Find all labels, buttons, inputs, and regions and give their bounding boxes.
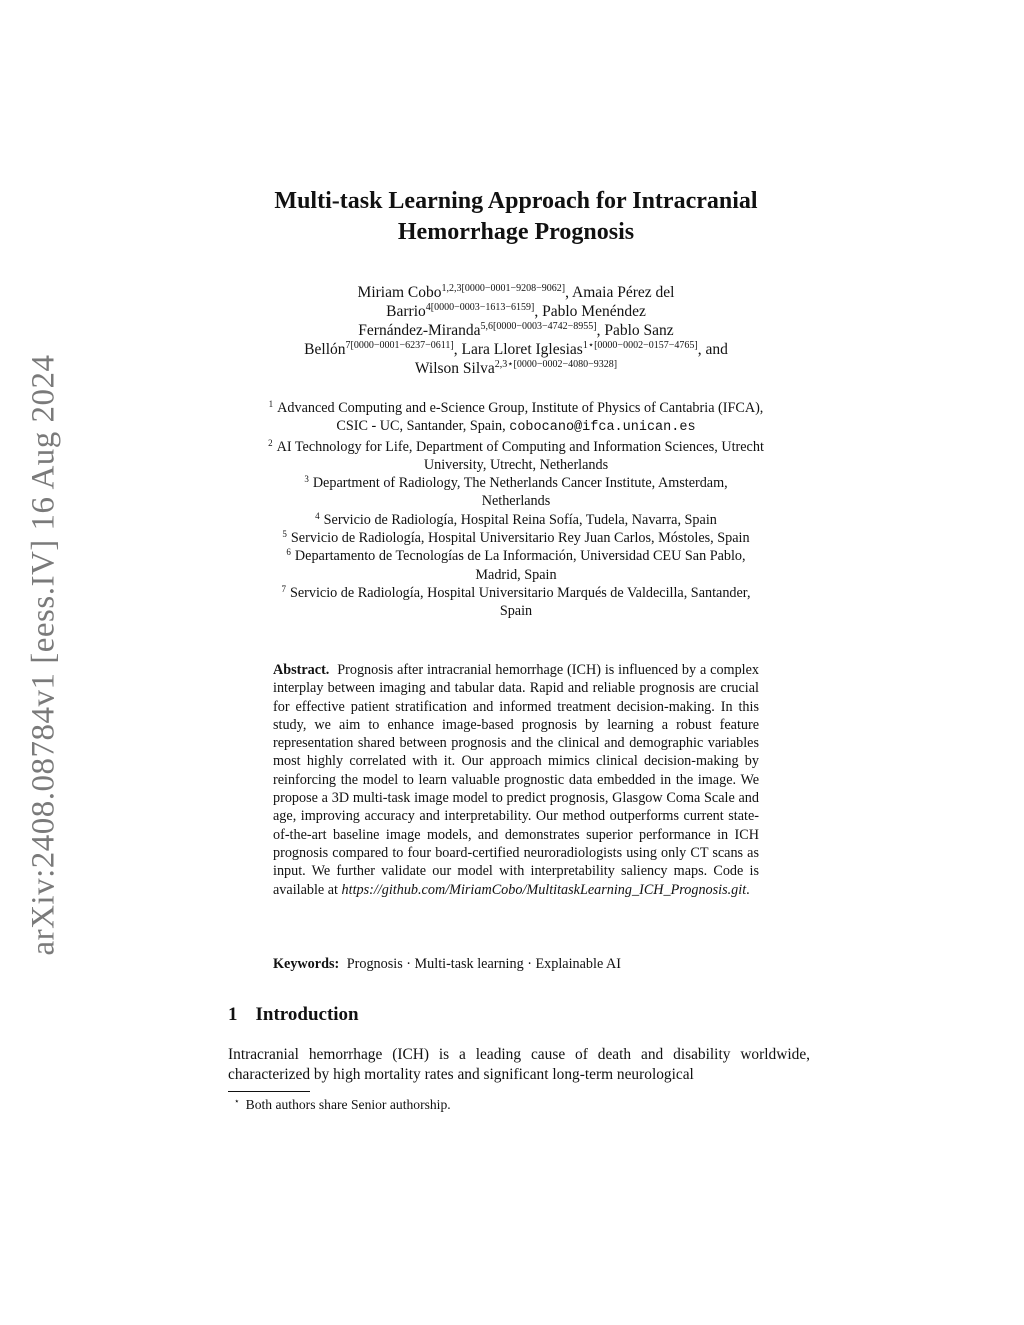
- author-name: Fernández-Miranda: [358, 322, 481, 339]
- footnote-rule: [228, 1091, 310, 1092]
- author-name: Miriam Cobo: [357, 284, 442, 301]
- affiliation-6: [222, 547, 810, 584]
- author-name: , and: [697, 341, 728, 358]
- author-orcid: 2,3⋆[0000−0002−4080−9328]: [494, 359, 618, 370]
- affiliation-1: [222, 399, 810, 438]
- section-heading-introduction: [228, 1003, 359, 1027]
- author-name: , Lara Lloret Iglesias: [453, 341, 583, 358]
- abstract-text: Prognosis after intracranial hemorrhage (ICH) is influenced by a complex interplay between imaging and tabular data. Rapid and reliable prognosis are crucial for effective patient stratification and informed treatment decision-making. In this study, we aim to enhance image-based prognosis by learning a robust feature representation shared between prognosis and the clinical and demographic variables most highly correlated with it. Our approach mimics clinical decision-making by reinforcing the model to learn valuable prognostic data embedded in the image. We propose a 3D multi-task image model to predict prognosis, Glasgow Coma Scale and age, improving accuracy and interpretability. Our method outperforms current state-of-the-art baseline image models, and demonstrates superior performance in ICH prognosis compared to four board-certified neuroradiologists using only CT scans as input. We further validate our model with interpretability saliency maps. Code is available at: [273, 662, 760, 898]
- author-line-5: [222, 359, 810, 378]
- paper-title: [222, 186, 810, 248]
- affiliation-number: 2: [268, 437, 273, 448]
- abstract-end: .: [746, 881, 750, 898]
- affiliation-number: 3: [304, 474, 309, 485]
- footnote-mark: ⋆: [234, 1096, 240, 1106]
- author-line-1: [222, 283, 810, 302]
- affiliation-7: [222, 584, 810, 621]
- affiliation-number: 6: [286, 547, 291, 558]
- affiliation-3: [222, 474, 810, 511]
- abstract: [273, 661, 759, 899]
- affiliation-text: CSIC - UC, Santander, Spain,: [336, 418, 510, 435]
- affiliation-text: Servicio de Radiología, Hospital Reina Sofía, Tudela, Navarra, Spain: [323, 511, 717, 528]
- keywords: [273, 955, 759, 973]
- author-line-3: [222, 321, 810, 340]
- contact-email[interactable]: cobocano@ifca.unican.es: [509, 420, 696, 436]
- author-list: [222, 283, 810, 378]
- affiliation-number: 1: [268, 399, 274, 409]
- affiliation-number: 7: [281, 583, 286, 594]
- author-orcid: 5,6[0000−0003−4742−8955]: [480, 321, 597, 332]
- code-link[interactable]: https://github.com/MiriamCobo/MultitaskLearning_ICH_Prognosis.git: [341, 881, 747, 898]
- affiliation-text: University, Utrecht, Netherlands: [423, 456, 609, 473]
- footnote-text: Both authors share Senior authorship.: [245, 1097, 451, 1112]
- affiliation-number: 5: [282, 529, 287, 540]
- affiliation-4: [222, 511, 810, 529]
- introduction-paragraph: Intracranial hemorrhage (ICH) is a leading cause of death and disability worldwide, characterized by high mortality rates and significant long-term neurological: [228, 1046, 810, 1083]
- affiliation-list: [222, 399, 810, 621]
- author-orcid: 4[0000−0003−1613−6159]: [425, 302, 535, 313]
- title-line-1: Multi-task Learning Approach for Intracranial: [274, 188, 758, 214]
- footnote: [228, 1096, 451, 1113]
- author-name: , Pablo Sanz: [596, 322, 674, 339]
- affiliation-text: AI Technology for Life, Department of Computing and Information Sciences, Utrecht: [276, 438, 764, 455]
- author-line-2: [222, 302, 810, 321]
- affiliation-5: [222, 529, 810, 547]
- affiliation-number: 4: [315, 510, 320, 521]
- author-name: Bellón: [304, 341, 346, 358]
- title-line-2: Hemorrhage Prognosis: [397, 219, 635, 245]
- author-orcid: 1⋆[0000−0002−0157−4765]: [582, 340, 698, 351]
- abstract-label: Abstract.: [273, 662, 330, 678]
- author-name: , Amaia Pérez del: [565, 284, 675, 301]
- author-name: Wilson Silva: [414, 360, 495, 377]
- author-orcid: 7[0000−0001−6237−0611]: [345, 340, 454, 351]
- affiliation-2: [222, 438, 810, 475]
- section-number: 1: [228, 1004, 238, 1025]
- keywords-text: Prognosis · Multi-task learning · Explainable AI: [346, 956, 621, 972]
- author-orcid: 1,2,3[0000−0001−9208−9062]: [441, 283, 566, 294]
- affiliation-text: Servicio de Radiología, Hospital Universitario Rey Juan Carlos, Móstoles, Spain: [290, 530, 750, 547]
- section-title: Introduction: [255, 1004, 359, 1025]
- affiliation-text: Madrid, Spain: [475, 566, 557, 583]
- affiliation-text: Departamento de Tecnologías de La Información, Universidad CEU San Pablo,: [294, 548, 746, 565]
- author-line-4: [222, 340, 810, 359]
- author-name: Barrio: [386, 303, 426, 320]
- arxiv-identifier: arXiv:2408.08784v1 [eess.IV] 16 Aug 2024: [25, 354, 62, 956]
- affiliation-text: Netherlands: [481, 493, 551, 510]
- keywords-label: Keywords:: [273, 956, 340, 972]
- affiliation-text: Spain: [499, 603, 533, 620]
- affiliation-text: Advanced Computing and e-Science Group, Institute of Physics of Cantabria (IFCA),: [277, 400, 764, 416]
- author-name: , Pablo Menéndez: [534, 303, 646, 320]
- affiliation-text: Department of Radiology, The Netherlands Cancer Institute, Amsterdam,: [312, 475, 728, 492]
- affiliation-text: Servicio de Radiología, Hospital Universitario Marqués de Valdecilla, Santander,: [289, 584, 751, 601]
